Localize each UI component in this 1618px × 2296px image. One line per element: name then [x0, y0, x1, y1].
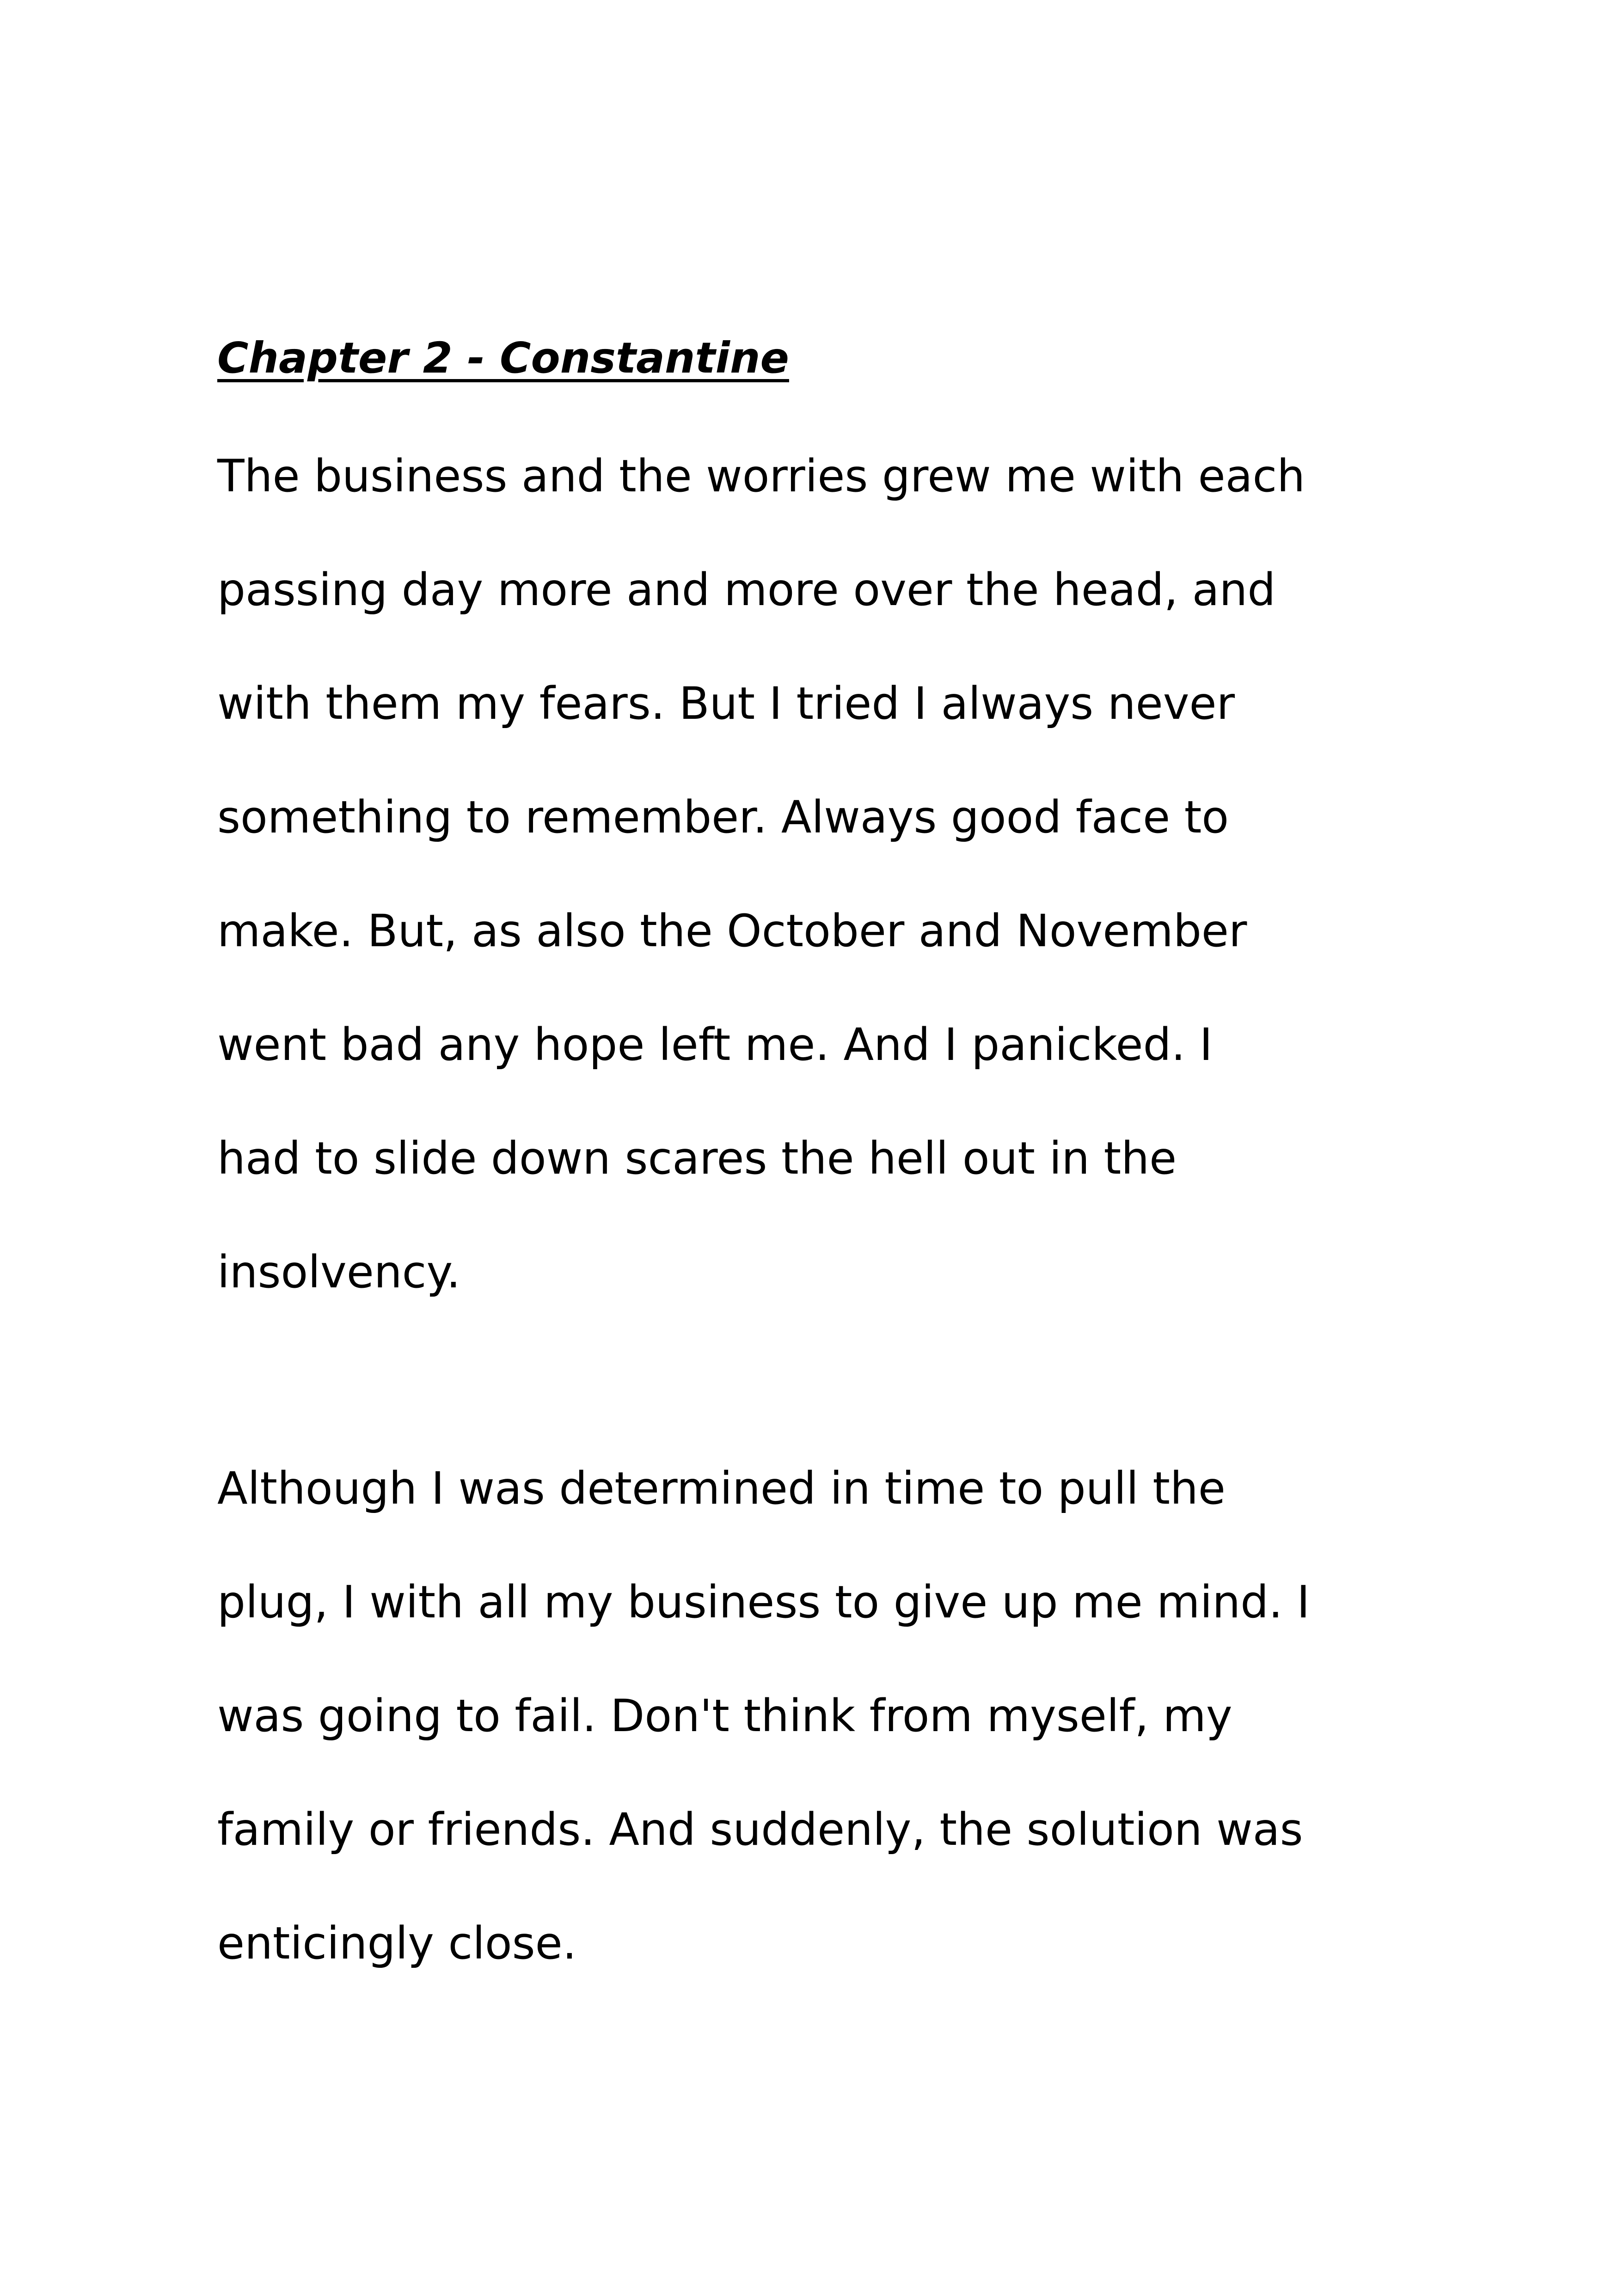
paragraph-1: [217, 441, 1305, 1351]
text-line: was going to fail. Don't think from myself, my: [217, 1690, 1232, 1742]
text-line: enticingly close.: [217, 1917, 577, 1969]
text-line: with them my fears. But I tried I always never: [217, 678, 1235, 729]
text-line: passing day more and more over the head, and: [217, 564, 1276, 616]
text-line: Although I was determined in time to pull the: [217, 1463, 1226, 1514]
text-line: The business and the worries grew me with each: [217, 450, 1305, 502]
text-line: family or friends. And suddenly, the solution was: [217, 1804, 1303, 1855]
text-line: plug, I with all my business to give up me mind. I: [217, 1576, 1310, 1628]
text-line: something to remember. Always good face to: [217, 791, 1229, 843]
text-line: make. But, as also the October and November: [217, 905, 1247, 957]
text-line: went bad any hope left me. And I panicked. I: [217, 1019, 1213, 1071]
text-line: had to slide down scares the hell out in the: [217, 1133, 1177, 1184]
text-line: insolvency.: [217, 1246, 461, 1298]
chapter-heading: Chapter 2 - Constantine: [217, 333, 789, 383]
paragraph-2: [217, 1454, 1310, 2022]
